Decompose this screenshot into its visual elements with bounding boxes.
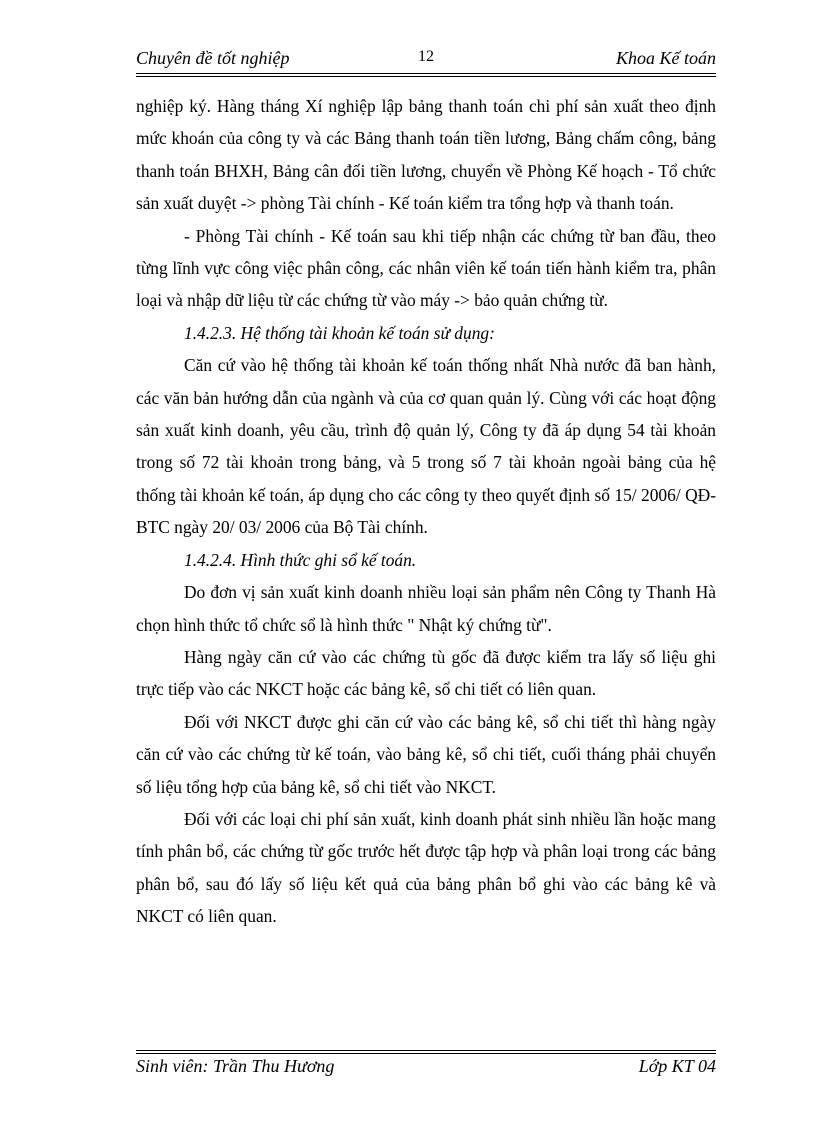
page-header (136, 48, 716, 72)
footer-student: Sinh viên: Trần Thu Hương (136, 1056, 335, 1076)
header-department: Khoa Kế toán (615, 48, 716, 68)
section-heading: 1.4.2.3. Hệ thống tài khoản kế toán sử dụng: (184, 322, 495, 343)
footer-divider (136, 1050, 716, 1054)
page-footer (136, 1056, 716, 1080)
paragraph: Căn cứ vào hệ thống tài khoản kế toán thống nhất Nhà nước đã ban hành, các văn bản hướng dẫn của ngành và của cơ quan quản lý. Cùng với các hoạt động sản xuất kinh doanh, yêu cầu, trình độ quản lý, Công ty đã áp dụng 54 tài khoản trong số 72 tài khoản trong bảng, và 5 trong số 7 tài khoản ngoài bảng của hệ thống tài khoản kế toán, áp dụng cho các công ty theo quyết định số 15/ 2006/ QĐ-BTC ngày 20/ 03/ 2006 của Bộ Tài chính. (136, 355, 716, 538)
paragraph: Hàng ngày căn cứ vào các chứng tù gốc đã được kiểm tra lấy số liệu ghi trực tiếp vào các NKCT hoặc các bảng kê, sổ chi tiết có liên quan. (136, 646, 716, 700)
document-body (136, 90, 716, 933)
page-number: 12 (418, 48, 434, 65)
paragraph: Đối với các loại chi phí sản xuất, kinh doanh phát sinh nhiều lần hoặc mang tính phân bổ, các chứng từ gốc trước hết được tập hợp và phân loại trong các bảng phân bổ, sau đó lấy số liệu kết quả của bảng phân bổ ghi vào các bảng kê và NKCT có liên quan. (136, 808, 716, 927)
header-divider (136, 73, 716, 77)
paragraph: Do đơn vị sản xuất kinh doanh nhiều loại sản phẩm nên Công ty Thanh Hà chọn hình thức tổ chức sổ là hình thức " Nhật ký chứng từ". (136, 582, 716, 635)
footer-class: Lớp KT 04 (638, 1056, 716, 1076)
paragraph: Đối với NKCT được ghi căn cứ vào các bảng kê, sổ chi tiết thì hàng ngày căn cứ vào các chứng từ kế toán, vào bảng kê, sổ chi tiết, cuối tháng phải chuyển số liệu tổng hợp của bảng kê, sổ chi tiết vào NKCT. (136, 711, 716, 797)
paragraph-continuation: nghiệp ký. Hàng tháng Xí nghiệp lập bảng thanh toán chi phí sản xuất theo định mức khoán của công ty và các Bảng thanh toán tiền lương, Bảng chấm công, bảng thanh toán BHXH, Bảng cân đối tiền lương, chuyển về Phòng Kế hoạch - Tổ chức sản xuất duyệt -> phòng Tài chính - Kế toán kiểm tra tổng hợp và thanh toán. (136, 96, 716, 214)
header-title: Chuyên đề tốt nghiệp (136, 48, 290, 68)
section-heading: 1.4.2.4. Hình thức ghi sổ kế toán. (184, 549, 417, 570)
paragraph: - Phòng Tài chính - Kế toán sau khi tiếp nhận các chứng từ ban đầu, theo từng lĩnh vực công việc phân công, các nhân viên kế toán tiến hành kiểm tra, phân loại và nhập dữ liệu từ các chứng từ vào máy -> bảo quản chứng từ. (136, 225, 716, 311)
